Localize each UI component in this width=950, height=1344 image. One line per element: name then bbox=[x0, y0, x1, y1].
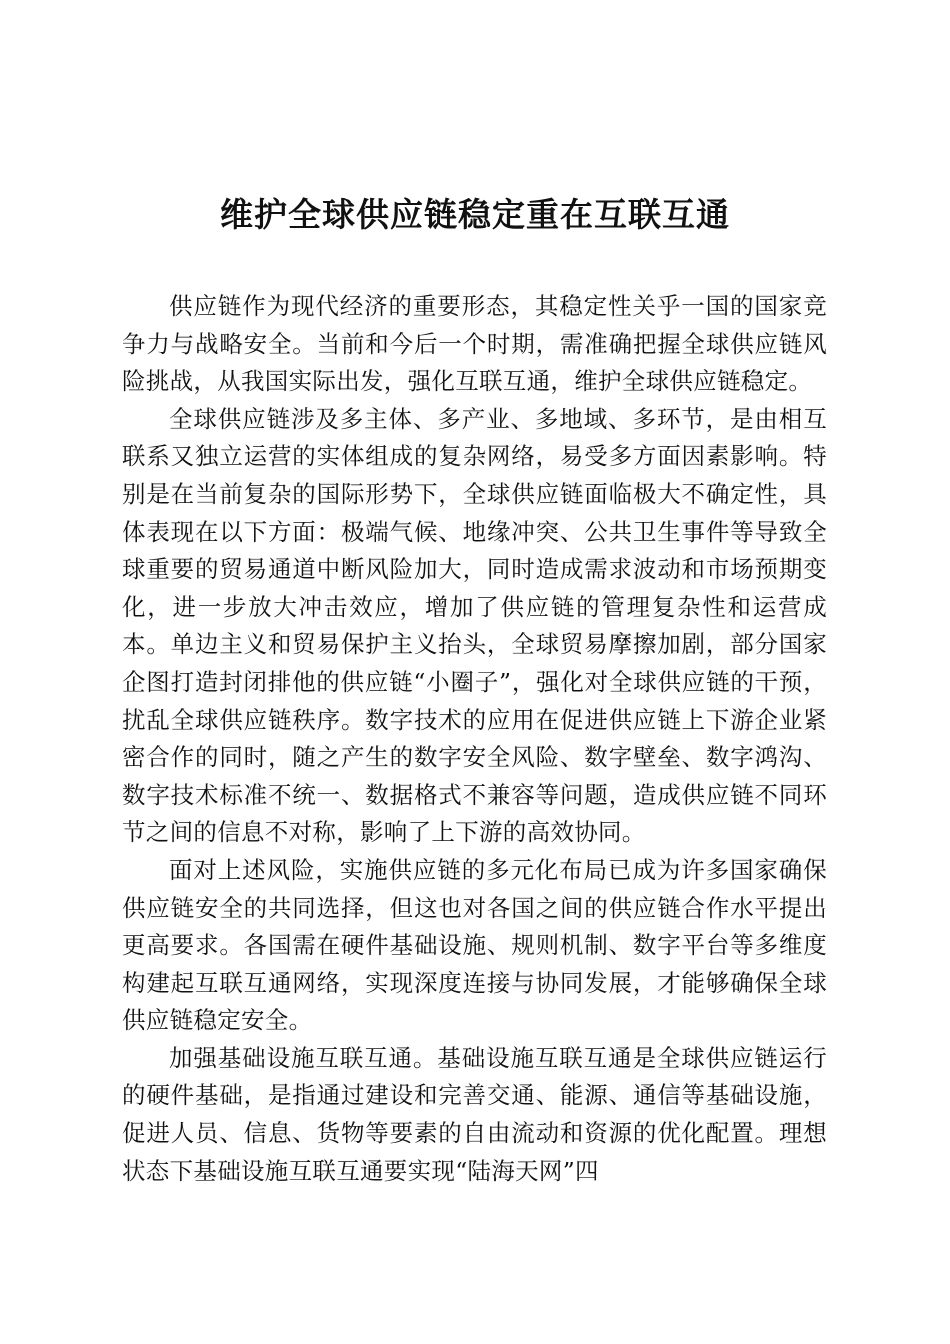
paragraph-intro: 供应链作为现代经济的重要形态，其稳定性关乎一国的国家竞争力与战略安全。当前和今后一个时期，需准确把握全球供应链风险挑战，从我国实际出发，强化互联互通，维护全球供应链稳定。 bbox=[122, 292, 827, 396]
document-title: 维护全球供应链稳定重在互联互通 bbox=[220, 195, 730, 234]
paragraph-infrastructure: 加强基础设施互联互通。基础设施互联互通是全球供应链运行的硬件基础，是指通过建设和完善交通、能源、通信等基础设施，促进人员、信息、货物等要素的自由流动和资源的优化配置。理想状态下基础设施互联互通要实现“陆海天网”四 bbox=[122, 1043, 827, 1185]
paragraph-risks: 全球供应链涉及多主体、多产业、多地域、多环节，是由相互联系又独立运营的实体组成的复杂网络，易受多方面因素影响。特别是在当前复杂的国际形势下，全球供应链面临极大不确定性，具体表现在以下方面：极端气候、地缘冲突、公共卫生事件等导致全球重要的贸易通道中断风险加大，同时造成需求波动和市场预期变化，进一步放大冲击效应，增加了供应链的管理复杂性和运营成本。单边主义和贸易保护主义抬头，全球贸易摩擦加剧，部分国家企图打造封闭排他的供应链“小圈子”，强化对全球供应链的干预，扰乱全球供应链秩序。数字技术的应用在促进供应链上下游企业紧密合作的同时，随之产生的数字安全风险、数字壁垒、数字鸿沟、数字技术标准不统一、数据格式不兼容等问题，造成供应链不同环节之间的信息不对称，影响了上下游的高效协同。 bbox=[122, 404, 827, 847]
paragraph-response: 面对上述风险，实施供应链的多元化布局已成为许多国家确保供应链安全的共同选择，但这也对各国之间的供应链合作水平提出更高要求。各国需在硬件基础设施、规则机制、数字平台等多维度构建起互联互通网络，实现深度连接与协同发展，才能够确保全球供应链稳定安全。 bbox=[122, 855, 827, 1035]
document-body bbox=[122, 288, 827, 1190]
